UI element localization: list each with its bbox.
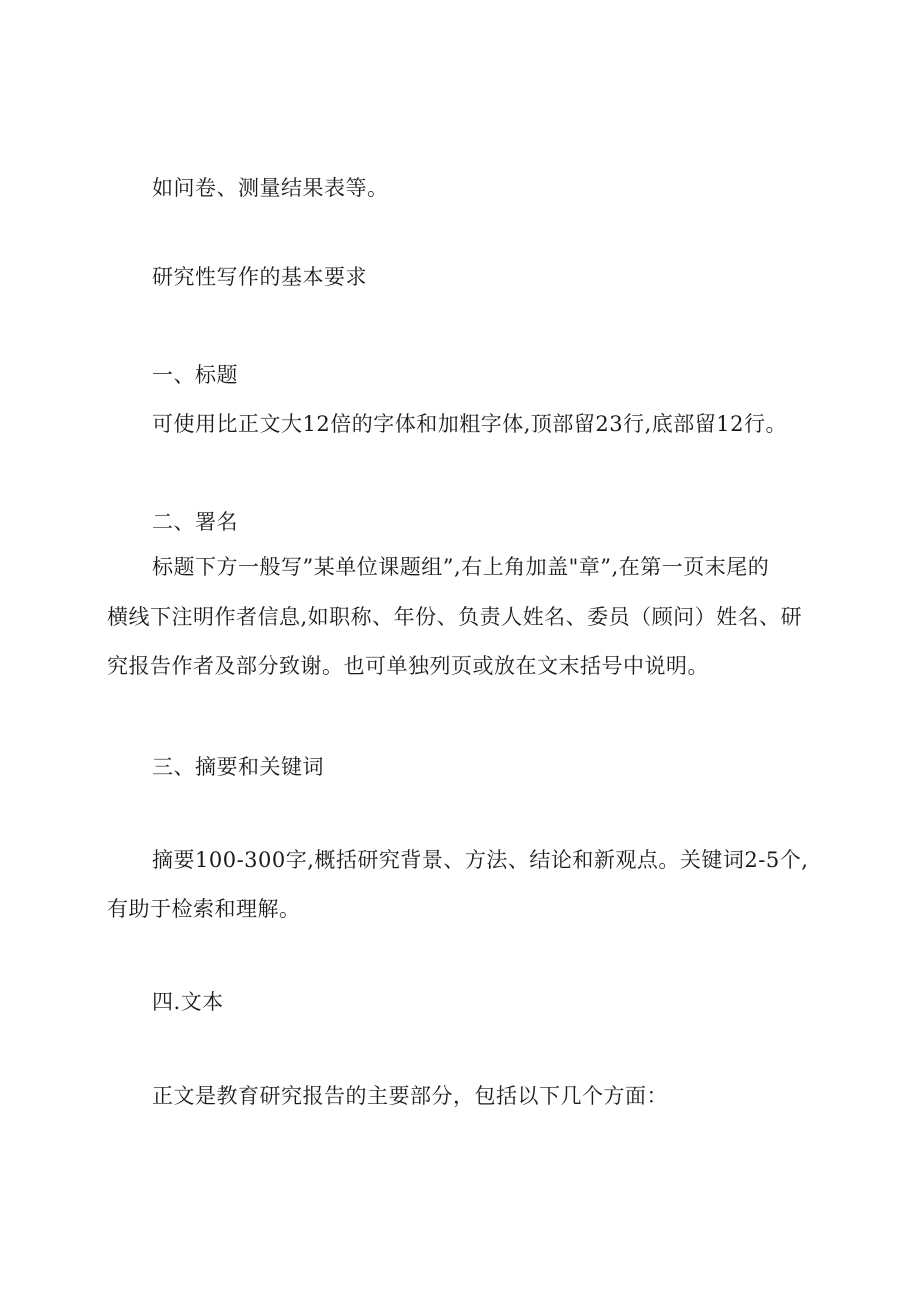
heading-title: 一、标题 — [152, 363, 238, 387]
paragraph-line: 摘要100-300字,概括研究背景、方法、结论和新观点。关键词2-5个, — [152, 848, 809, 872]
paragraph-line: 横线下注明作者信息,如职称、年份、负责人姓名、委员（顾问）姓名、研 — [107, 605, 803, 629]
paragraph-line: 正文是教育研究报告的主要部分，包括以下几个方面： — [152, 1084, 668, 1108]
heading-abstract: 三、摘要和关键词 — [152, 755, 324, 779]
paragraph-line: 究报告作者及部分致谢。也可单独列页或放在文末括号中说明。 — [107, 654, 709, 678]
paragraph-line: 可使用比正文大12倍的字体和加粗字体,顶部留23行,底部留12行。 — [152, 412, 788, 436]
paragraph-line: 标题下方一般写”某单位课题组”,右上角加盖"章”,在第一页末尾的 — [152, 555, 770, 579]
heading-text: 四.文本 — [152, 990, 224, 1014]
section-heading: 研究性写作的基本要求 — [152, 265, 367, 289]
heading-signature: 二、署名 — [152, 510, 238, 534]
paragraph-line: 有助于检索和理解。 — [107, 897, 301, 921]
paragraph-line: 如问卷、测量结果表等。 — [152, 176, 389, 200]
